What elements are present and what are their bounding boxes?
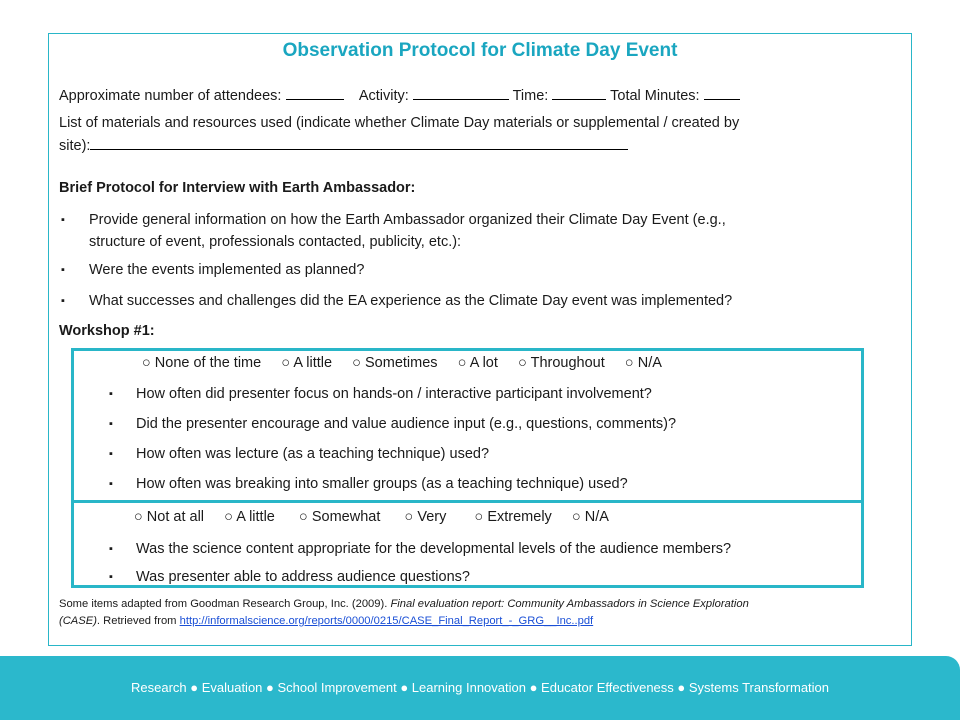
interview-q2: Were the events implemented as planned? <box>89 262 365 278</box>
activity-label: Activity: <box>358 88 409 104</box>
materials-blank <box>90 135 628 150</box>
materials-line1: List of materials and resources used (indicate whether Climate Day materials or supplemental / created by <box>59 115 740 131</box>
scale-option[interactable]: ○ Somewhat <box>299 509 381 525</box>
scale-option[interactable]: ○ Sometimes <box>352 355 438 371</box>
rating-box-degree <box>71 500 864 588</box>
total-minutes-label: Total Minutes: <box>610 88 700 104</box>
reference-prefix: Some items adapted from Goodman Research Group, Inc. (2009). <box>59 598 391 610</box>
bullet-icon: ▪ <box>109 448 113 460</box>
degree-item: Was presenter able to address audience questions? <box>136 569 470 585</box>
bullet-icon: ▪ <box>61 264 65 276</box>
page-title: Observation Protocol for Climate Day Event <box>282 40 678 61</box>
interview-heading: Brief Protocol for Interview with Earth Ambassador: <box>59 180 416 196</box>
scale-option[interactable]: ○ Throughout <box>518 355 605 371</box>
activity-blank <box>413 85 509 100</box>
frequency-item: How often was lecture (as a teaching technique) used? <box>136 446 490 462</box>
attendees-label: Approximate number of attendees: <box>59 88 282 104</box>
reference-note <box>59 596 899 630</box>
fields-line <box>59 85 740 107</box>
attendees-blank <box>286 85 344 100</box>
frequency-scale <box>142 355 662 371</box>
scale-option[interactable]: ○ N/A <box>624 355 662 371</box>
bullet-icon: ▪ <box>61 295 65 307</box>
frequency-item: How often was breaking into smaller groups (as a teaching technique) used? <box>136 476 628 492</box>
total-minutes-blank <box>704 85 740 100</box>
reference-link[interactable]: http://informalscience.org/reports/0000/0215/CASE_Final_Report_-_GRG__Inc..pdf <box>179 615 594 627</box>
bullet-icon: ▪ <box>61 214 65 226</box>
scale-option[interactable]: ○ A little <box>281 355 333 371</box>
scale-option[interactable]: ○ Extremely <box>474 509 552 525</box>
rating-box-frequency <box>71 348 864 503</box>
materials-line2 <box>59 135 628 157</box>
scale-option[interactable]: ○ None of the time <box>142 355 262 371</box>
scale-option[interactable]: ○ Not at all <box>134 509 205 525</box>
bullet-icon: ▪ <box>109 478 113 490</box>
scale-option[interactable]: ○ Very <box>404 509 447 525</box>
reference-title: Final evaluation report: Community Ambassadors in Science Exploration <box>390 598 749 610</box>
time-blank <box>552 85 606 100</box>
frequency-item: How often did presenter focus on hands-on / interactive participant involvement? <box>136 386 652 402</box>
degree-scale <box>134 509 609 525</box>
bullet-icon: ▪ <box>109 543 113 555</box>
footer-bar <box>0 656 960 720</box>
reference-title-abbrev: (CASE) <box>59 615 97 627</box>
reference-middle: . Retrieved from <box>96 615 180 627</box>
footer-tagline: Research ● Evaluation ● School Improvement ● Learning Innovation ● Educator Effectiveness ● Systems Transformation <box>130 680 830 695</box>
workshop-heading: Workshop #1: <box>59 323 155 339</box>
frequency-item: Did the presenter encourage and value audience input (e.g., questions, comments)? <box>136 416 677 432</box>
degree-item: Was the science content appropriate for the developmental levels of the audience members? <box>136 541 732 557</box>
scale-option[interactable]: ○ A lot <box>457 355 498 371</box>
protocol-panel <box>48 33 912 646</box>
interview-q3: What successes and challenges did the EA experience as the Climate Day event was implemented? <box>89 293 733 309</box>
interview-q1-line2: structure of event, professionals contacted, publicity, etc.): <box>89 234 462 250</box>
scale-option[interactable]: ○ N/A <box>571 509 609 525</box>
time-label: Time: <box>512 88 549 104</box>
bullet-icon: ▪ <box>109 418 113 430</box>
bullet-icon: ▪ <box>109 571 113 583</box>
scale-option[interactable]: ○ A little <box>224 509 275 525</box>
bullet-icon: ▪ <box>109 388 113 400</box>
materials-label: site): <box>59 138 91 154</box>
interview-q1-line1: Provide general information on how the Earth Ambassador organized their Climate Day Event (e.g., <box>89 212 726 228</box>
